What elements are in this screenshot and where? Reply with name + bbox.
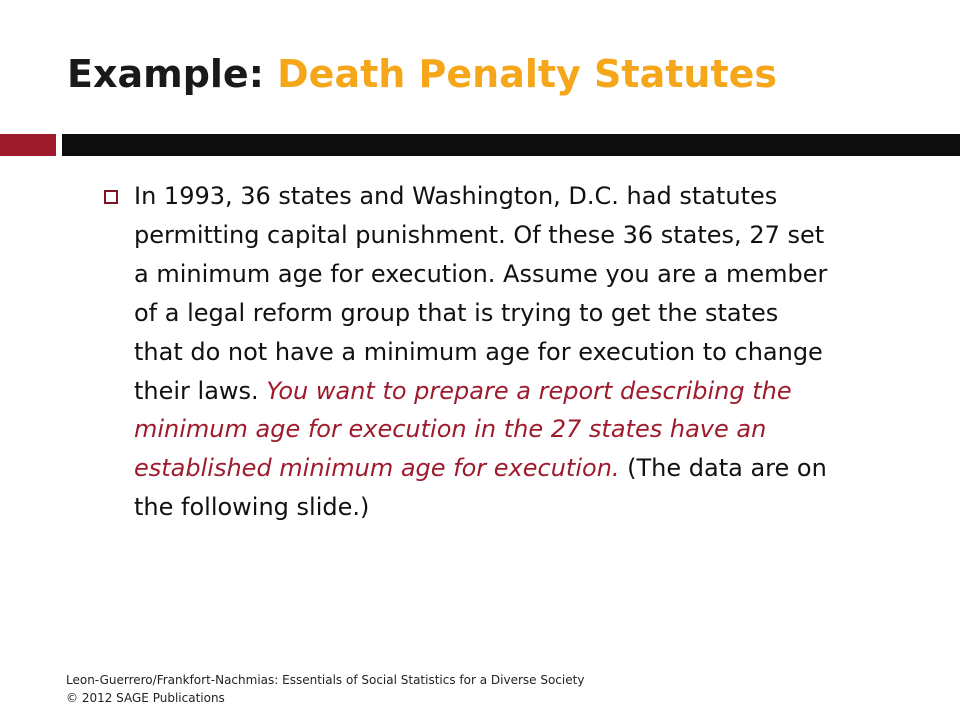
title-lead: Example: xyxy=(67,52,264,96)
bullet-text-highlight: You want to prepare a report describing the minimum age for execution in the 27 states have an established minimum age for execution. xyxy=(134,376,792,483)
bullet-text-main: In 1993, 36 states and Washington, D.C. had statutes permitting capital punishment. Of these 36 states, 27 set a minimum age for execution. Assume you are a member of a legal reform group that is trying to get the states that do not have a minimum age for execution to change their laws. xyxy=(134,182,828,405)
title-rule-accent xyxy=(0,134,56,156)
bullet-text-tail: (The data are on the following slide.) xyxy=(134,454,827,522)
slide-title xyxy=(67,44,777,104)
square-bullet-icon xyxy=(104,190,118,204)
footer-line-copyright: © 2012 SAGE Publications xyxy=(66,691,225,705)
footer-line-source: Leon-Guerrero/Frankfort-Nachmias: Essentials of Social Statistics for a Diverse Society xyxy=(66,673,585,687)
bullet-text xyxy=(134,177,834,527)
title-rule-bar xyxy=(62,134,960,156)
footer-citation xyxy=(66,671,584,707)
title-accent: Death Penalty Statutes xyxy=(277,52,778,96)
